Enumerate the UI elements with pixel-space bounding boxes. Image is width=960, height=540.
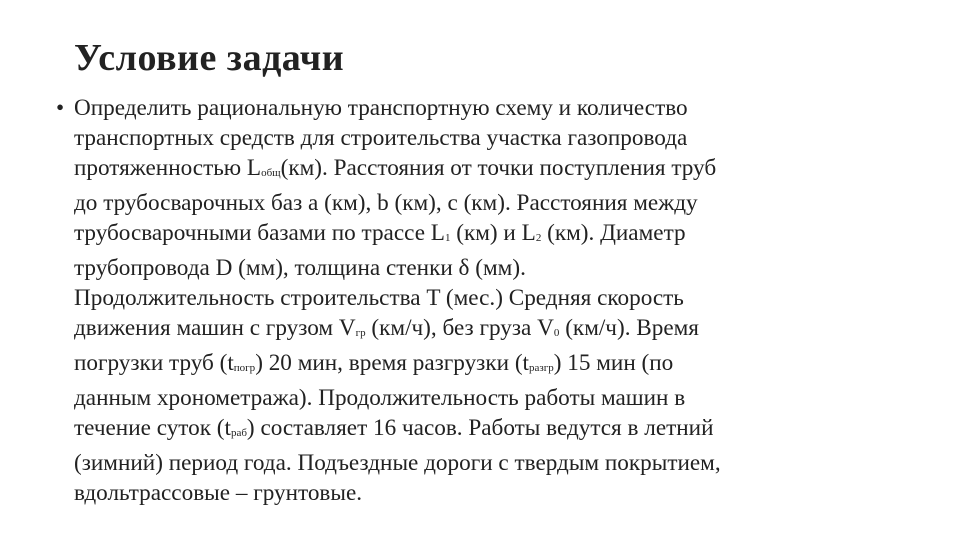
text-line: Продолжительность строительства T (мес.) Средняя скорость (74, 285, 684, 311)
text-line: до трубосварочных баз a (км), b (км), c (км). Расстояния между (74, 190, 698, 216)
bullet-marker: • (56, 95, 65, 121)
task-text (56, 93, 896, 508)
text-line: транспортных средств для строительства участка газопровода (74, 125, 688, 151)
subscript: разгр (528, 362, 554, 374)
text-line: трубопровода D (мм), толщина стенки δ (мм). (74, 255, 526, 281)
subscript: 2 (535, 232, 542, 244)
task-lines (74, 93, 896, 508)
subscript: 1 (444, 232, 451, 244)
text-line: (зимний) период года. Подъездные дороги с твердым покрытием, (74, 450, 721, 476)
subscript: погр (233, 362, 256, 374)
text-line: протяженностью Lобщ(км). Расстояния от точки поступления труб (74, 155, 717, 181)
subscript: гр (355, 327, 366, 339)
subscript: общ (261, 167, 281, 179)
text-line: трубосварочными базами по трассе L1 (км) и L2 (км). Диаметр (74, 220, 686, 246)
text-line: данным хронометража). Продолжительность работы машин в (74, 385, 686, 411)
slide-title: Условие задачи (74, 37, 345, 79)
text-line: погрузки труб (tпогр) 20 мин, время разгрузки (tразгр) 15 мин (по (74, 350, 674, 376)
bullet-item (56, 93, 896, 508)
text-line: течение суток (tраб) составляет 16 часов. Работы ведутся в летний (74, 415, 714, 441)
subscript: 0 (553, 327, 560, 339)
text-line: движения машин с грузом Vгр (км/ч), без груза V0 (км/ч). Время (74, 315, 699, 341)
subscript: раб (230, 427, 247, 439)
text-line: вдольтрассовые – грунтовые. (74, 480, 363, 506)
text-line: Определить рациональную транспортную схему и количество (74, 95, 688, 121)
